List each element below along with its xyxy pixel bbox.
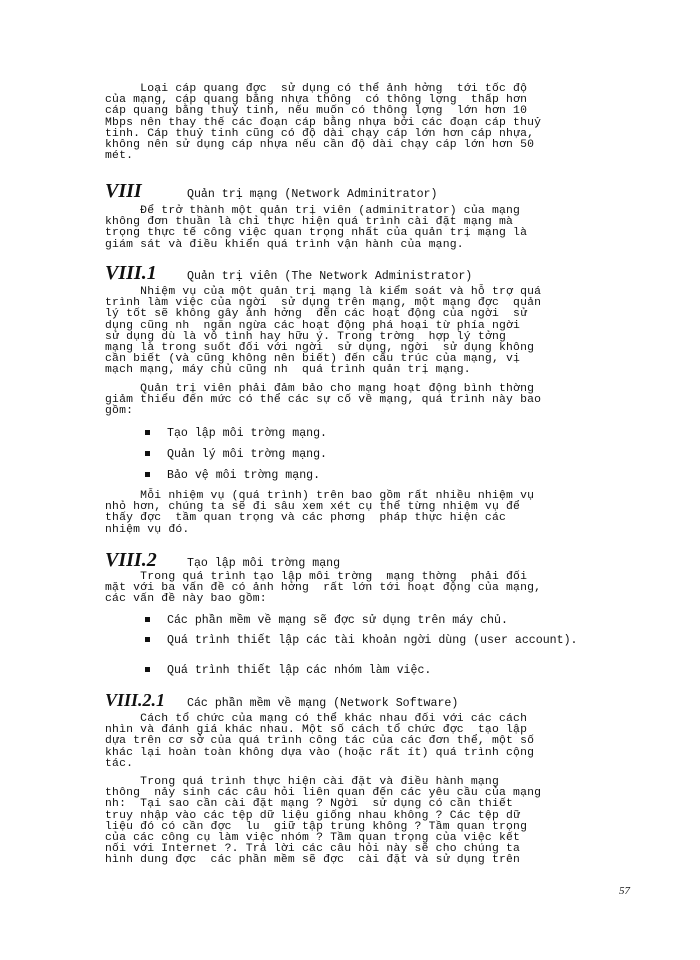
bullet-icon [145,451,150,456]
text-line: trọng thực tế công việc quan trọng nhất của quản trị mạng là [105,227,528,240]
section-title: Các phần mềm về mạng (Network Software) [187,697,459,710]
text-line: không nên sử dụng cáp nhựa nếu cần độ dài chạy cáp lớn hơn 50 [105,139,535,152]
text-line: giảm thiểu đến mức có thể các sự cố về mạng, quá trình này bao [105,394,542,407]
paragraph-admin-intro [105,206,637,251]
text-line: trình làm việc của ngời sử dụng trên mạng, một mạng đợc quản [105,297,542,310]
text-line: nhìn và đánh giá khác nhau. Một số cách tổ chức đợc tạo lập [105,724,528,737]
text-line: gồm: [105,405,134,418]
text-line: Nhiệm vụ của một quản trị mạng là kiểm soát và hỗ trợ quá [105,286,542,298]
text-line: nhiệm vụ đó. [105,523,190,536]
text-line: của các công cụ làm việc nhóm ? Tầm quan trọng của việc kết [105,832,521,845]
text-line: Quản trị viên phải đảm bảo cho mạng hoạt động bình thờng [105,383,535,395]
text-line: hình dung đợc các phần mềm sẽ đợc cài đặt và sử dụng trên [105,854,521,867]
list-item-text: Tạo lập môi trờng mạng. [167,427,328,440]
text-line: cần biết (và cũng không nên biết) đến cấu trúc của mạng, vị [105,353,521,366]
heading-viii-2-1 [105,690,458,711]
paragraph-questions [105,777,637,867]
text-line: thông nảy sinh các câu hỏi liên quan đến các yêu cầu của mạng [105,787,542,800]
bullet-icon [145,617,150,622]
text-line: mét. [105,150,134,163]
section-title: Quản trị viên (The Network Administrator) [187,270,473,283]
text-line: Trong quá trình tạo lập môi trờng mạng thờng phải đối [105,571,528,583]
section-number: VIII.2 [105,549,157,571]
list-item-text: Quá trình thiết lập các nhóm làm việc. [167,664,432,677]
paragraph-admin-duties [105,287,637,377]
text-line: khác lại hoàn toàn không dựa vào (hoặc rất ít) quá trình cộng [105,746,535,759]
paragraph-optical-cable [105,84,637,162]
text-line: tác. [105,757,134,770]
list-admin-tasks [145,428,637,486]
text-line: mặt với ba vấn đề có ảnh hởng rất lớn tới hoạt động của mạng, [105,582,542,595]
bullet-icon [145,430,150,435]
text-line: thấy đợc tầm quan trọng và các phơng pháp thực hiện các [105,512,507,525]
text-line: Loại cáp quang đợc sử dụng có thể ảnh hởng tới tốc độ [105,83,528,95]
text-line: liệu đó có cần đợc lu giữ tập trung không ? Tầm quan trọng [105,820,528,833]
bullet-icon [145,667,150,672]
section-number: VIII [105,180,142,202]
text-line: dựa trên cơ sở của quá trình công tác của các đơn thể, một số [105,735,535,748]
bullet-icon [145,472,150,477]
list-item [145,449,637,470]
text-line: Để trở thành một quản trị viên (adminitrator) của mạng [105,205,521,217]
paragraph-admin-ensure [105,384,637,418]
text-line: Trong quá trình thực hiện cài đặt và điều hành mạng [105,776,499,788]
text-line: sử dụng dù là vô tình hay hữu ý. Trong trờng hợp lý tởng [105,330,507,343]
list-item [145,635,637,665]
text-line: của mạng, cáp quang bằng nhựa thông có thông lợng thấp hơn [105,94,528,107]
text-line: mạng là trong suốt đối với ngời sử dụng, ngời sử dụng không [105,342,535,355]
text-line: Mỗi nhiệm vụ (quá trình) trên bao gồm rất nhiều nhiệm vụ [105,490,535,502]
text-line: cáp quang bằng thuỷ tinh, nếu muốn có thông lợng lớn hơn 10 [105,105,528,118]
text-line: Cách tổ chức của mạng có thể khác nhau đối với các cách [105,713,528,725]
list-item-text: Bảo vệ môi trờng mạng. [167,469,321,482]
text-line: nh: Tại sao cần cài đặt mạng ? Ngời sử dụng có cần thiết [105,798,514,811]
paragraph-setup-env [105,572,637,606]
text-line: truy nhập vào các tệp dữ liệu giống nhau không ? Các tệp dữ [105,809,521,822]
text-line: tinh. Cáp thuỷ tinh cũng có độ dài chạy cáp lớn hơn cáp nhựa, [105,127,535,140]
list-item [145,615,637,635]
text-line: giám sát và điều khiển quá trình vận hành của mạng. [105,238,464,251]
list-item-text: Quá trình thiết lập các tài khoản ngời dùng (user account). [167,634,578,647]
text-line: các vấn đề này bao gồm: [105,593,267,606]
text-line: mạch mạng, máy chủ cũng nh quá trình quản trị mạng. [105,364,471,377]
bullet-icon [145,637,150,642]
list-item-text: Quản lý môi trờng mạng. [167,448,328,461]
list-setup-issues [145,615,637,681]
text-line: Mbps nên thay thế các đoạn cáp bằng nhựa bởi các đoạn cáp thuỷ [105,116,542,129]
text-line: nhỏ hơn, chúng ta sẽ đi sâu xem xét cụ thể từng nhiệm vụ để [105,501,521,514]
heading-viii-1 [105,262,472,285]
list-item [145,665,637,681]
list-item [145,470,637,486]
text-line: nối với Internet ?. Trả lời các câu hỏi này sẽ cho chúng ta [105,843,521,856]
section-number: VIII.1 [105,262,157,284]
paragraph-each-task [105,491,637,536]
heading-viii [105,180,437,203]
list-item [145,428,637,449]
section-title: Tạo lập môi trờng mạng [187,557,341,570]
page-number: 57 [619,885,630,897]
heading-viii-2 [105,549,340,572]
text-line: lý tốt sẽ không gây ảnh hởng đến các hoạt động của ngời sử [105,308,528,321]
list-item-text: Các phần mềm về mạng sẽ đợc sử dụng trên máy chủ. [167,614,508,627]
paragraph-network-org [105,714,637,770]
text-line: không đơn thuần là chỉ thực hiện quá trình cài đặt mạng mà [105,216,514,229]
section-number: VIII.2.1 [105,690,166,710]
section-title: Quản trị mạng (Network Adminitrator) [187,188,438,201]
text-line: dụng cũng nh ngăn ngừa các hoạt động phá hoại từ phía ngời [105,319,521,332]
